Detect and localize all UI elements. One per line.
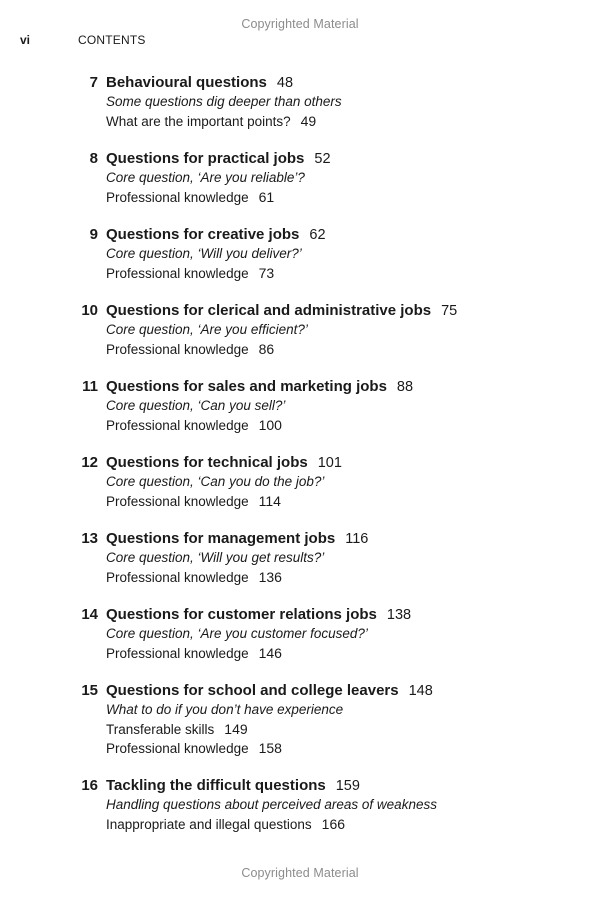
chapter-title: Questions for clerical and administrative jobs — [106, 302, 432, 319]
section-page-number: 114 — [258, 493, 281, 509]
section-entry — [106, 492, 281, 511]
chapter-page-number: 62 — [309, 227, 326, 243]
chapter-title: Tackling the difficult questions — [106, 777, 326, 794]
section-title: Some questions dig deeper than others — [106, 94, 342, 109]
section-page-number: 158 — [258, 740, 282, 756]
page-number: vi — [20, 33, 31, 47]
chapter-page-number: 52 — [314, 151, 331, 167]
section-page-number: 100 — [258, 417, 282, 433]
section-page-number: 86 — [258, 341, 275, 357]
section-description — [106, 397, 285, 415]
copyright-watermark-top: Copyrighted Material — [241, 17, 359, 31]
section-description — [106, 701, 343, 719]
section-description — [106, 93, 342, 111]
section-entry — [106, 340, 274, 359]
section-page-number: 166 — [321, 816, 346, 832]
copyright-watermark-bottom: Copyrighted Material — [241, 866, 359, 880]
chapter-page-number: 159 — [335, 778, 360, 794]
chapter-title-line — [106, 73, 293, 93]
section-entry — [106, 739, 282, 758]
section-description — [106, 625, 368, 643]
section-entry — [106, 720, 248, 739]
running-head: CONTENTS — [78, 33, 146, 47]
section-entry — [106, 568, 282, 587]
chapter-number: 11 — [82, 378, 98, 395]
section-title: Core question, ‘Are you efficient?’ — [106, 322, 308, 337]
chapter-title-line — [106, 377, 413, 397]
chapter-title-line — [106, 529, 368, 549]
chapter-number: 14 — [81, 606, 98, 623]
chapter-title-line — [106, 453, 342, 473]
section-description — [106, 169, 305, 187]
section-description — [106, 549, 324, 567]
section-title: What to do if you don’t have experience — [106, 702, 344, 717]
section-title: Professional knowledge — [106, 266, 249, 281]
chapter-page-number: 148 — [408, 683, 433, 699]
section-description — [106, 473, 324, 491]
chapter-title: Behavioural questions — [106, 74, 267, 91]
chapter-title-line — [106, 681, 433, 701]
chapter-title-line — [106, 149, 331, 169]
section-page-number: 73 — [258, 265, 275, 281]
section-title: Professional knowledge — [106, 494, 249, 509]
section-description — [106, 796, 437, 814]
chapter-title: Questions for creative jobs — [106, 226, 300, 243]
section-title: Core question, ‘Will you get results?’ — [106, 550, 325, 565]
section-title: Transferable skills — [106, 722, 215, 737]
section-title: Core question, ‘Can you sell?’ — [106, 398, 286, 413]
chapter-title: Questions for school and college leavers — [106, 682, 399, 699]
section-entry — [106, 815, 345, 834]
section-page-number: 136 — [258, 569, 282, 585]
chapter-title-line — [106, 301, 457, 321]
chapter-title-line — [106, 605, 411, 625]
section-title: Professional knowledge — [106, 418, 249, 433]
section-title: Professional knowledge — [106, 342, 249, 357]
chapter-number: 16 — [81, 777, 98, 794]
section-title: Professional knowledge — [106, 646, 249, 661]
chapter-title: Questions for technical jobs — [106, 454, 308, 471]
section-title: Core question, ‘Are you customer focused?’ — [106, 626, 368, 641]
chapter-page-number: 116 — [345, 531, 369, 547]
chapter-title: Questions for practical jobs — [106, 150, 305, 167]
section-page-number: 149 — [224, 721, 248, 737]
chapter-title: Questions for customer relations jobs — [106, 606, 377, 623]
section-title: Core question, ‘Are you reliable’? — [106, 170, 305, 185]
section-entry — [106, 416, 282, 435]
section-title: Handling questions about perceived areas of weakness — [106, 797, 437, 812]
section-title: Professional knowledge — [106, 190, 249, 205]
chapter-title-line — [106, 225, 326, 245]
chapter-page-number: 138 — [386, 607, 412, 623]
chapter-page-number: 75 — [441, 303, 458, 319]
chapter-page-number: 48 — [276, 75, 294, 91]
chapter-page-number: 101 — [317, 455, 342, 471]
chapter-number: 10 — [81, 302, 98, 319]
section-description — [106, 321, 308, 339]
section-entry — [106, 644, 282, 663]
chapter-number: 8 — [89, 150, 98, 167]
section-title: What are the important points? — [106, 114, 291, 129]
chapter-title: Questions for sales and marketing jobs — [106, 378, 387, 395]
chapter-number: 12 — [81, 454, 98, 471]
section-title: Core question, ‘Will you deliver?’ — [106, 246, 302, 261]
chapter-number: 15 — [81, 682, 98, 699]
section-page-number: 61 — [258, 189, 275, 205]
section-page-number: 49 — [300, 113, 317, 129]
section-entry — [106, 112, 316, 131]
section-entry — [106, 188, 274, 207]
section-title: Professional knowledge — [106, 570, 249, 585]
section-page-number: 146 — [258, 645, 282, 661]
chapter-number: 13 — [81, 530, 98, 547]
chapter-title: Questions for management jobs — [106, 530, 336, 547]
section-entry — [106, 264, 274, 283]
chapter-number: 9 — [89, 226, 98, 243]
section-title: Professional knowledge — [106, 741, 249, 756]
section-title: Inappropriate and illegal questions — [106, 817, 312, 832]
chapter-page-number: 88 — [396, 379, 414, 395]
section-description — [106, 245, 302, 263]
section-title: Core question, ‘Can you do the job?’ — [106, 474, 325, 489]
chapter-number: 7 — [89, 74, 98, 91]
chapter-title-line — [106, 776, 360, 796]
